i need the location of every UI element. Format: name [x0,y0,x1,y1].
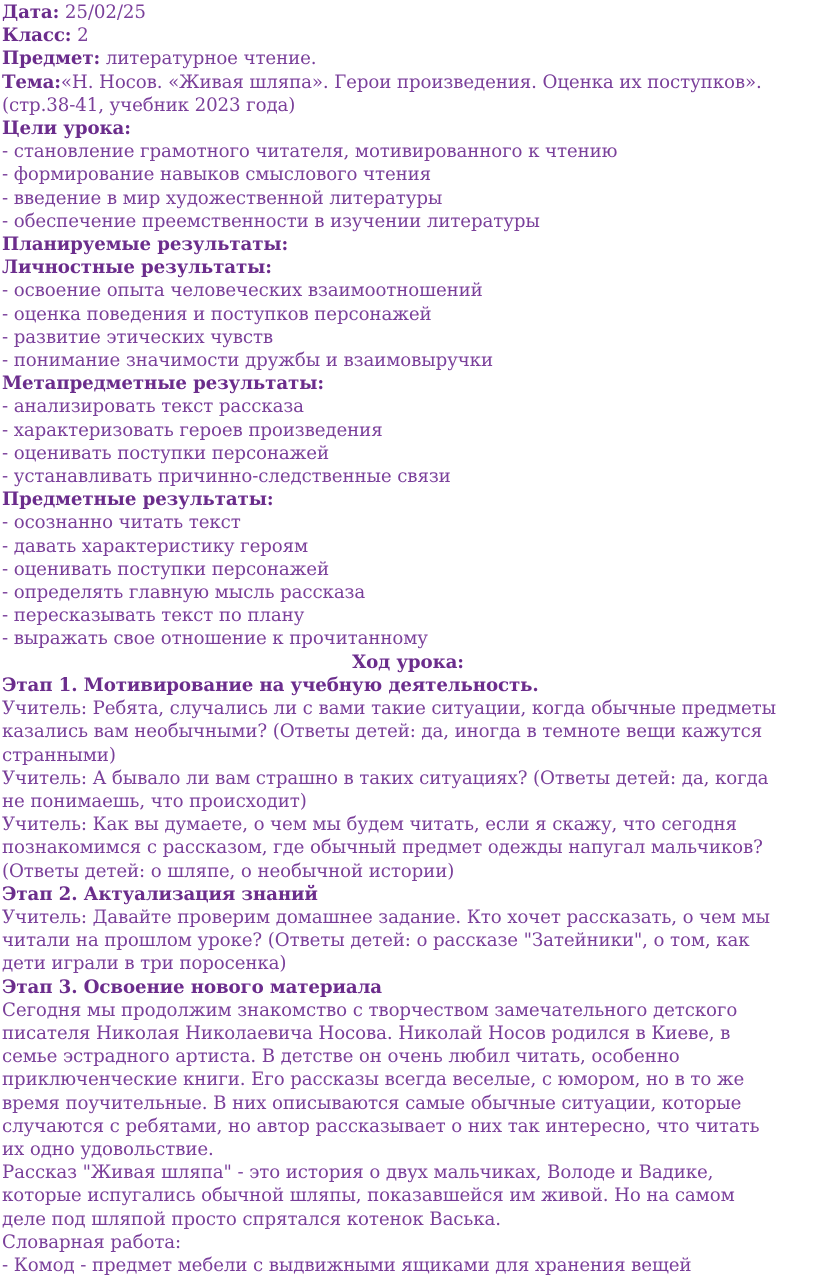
stage1-line: Учитель: Как вы думаете, о чем мы будем читать, если я скажу, что сегодня [2,814,737,836]
goal-item: - формирование навыков смыслового чтения [2,164,432,186]
vocabulary-item: - Комод - предмет мебели с выдвижными ящиками для хранения вещей [2,1254,692,1276]
stage1-line: не понимаешь, что происходит) [2,790,307,812]
lesson-plan-document [2,1,814,1277]
stage3-line: время поучительные. В них описываются самые обычные ситуации, которые [2,1092,742,1114]
stage3-line: семье эстрадного артиста. В детстве он очень любил читать, особенно [2,1046,680,1068]
personal-result-item: - понимание значимости дружбы и взаимовыручки [2,350,493,372]
vocabulary-heading: Словарная работа: [2,1231,182,1253]
subject-result-item: - давать характеристику героям [2,535,309,557]
date-value: 25/02/25 [59,2,146,23]
subject-line [2,47,814,70]
stage3-line: Сегодня мы продолжим знакомство с творчеством замечательного детского [2,999,738,1021]
personal-result-item: - освоение опыта человеческих взаимоотношений [2,280,483,302]
stage1-heading: Этап 1. Мотивирование на учебную деятельность. [2,674,539,696]
stage1-line: казались вам необычными? (Ответы детей: да, иногда в темноте вещи кажутся [2,721,763,743]
stage3-line: писателя Николая Николаевича Носова. Николай Носов родился в Киеве, в [2,1022,731,1044]
topic-value: «Н. Носов. «Живая шляпа». Герои произведения. Оценка их поступков». [60,71,762,93]
personal-results-heading: Личностные результаты: [2,257,272,279]
meta-results-heading: Метапредметные результаты: [2,373,324,395]
stage3-line: их одно удовольствие. [2,1138,214,1160]
goal-item: - обеспечение преемственности в изучении литературы [2,210,540,232]
date-label: Дата: [2,2,60,23]
subject-result-item: - пересказывать текст по плану [2,605,305,627]
meta-result-item: - устанавливать причинно-следственные связи [2,466,451,488]
stage2-heading: Этап 2. Актуализация знаний [2,883,318,905]
goal-item: - введение в мир художественной литературы [2,187,443,209]
stage1-line: Учитель: А бывало ли вам страшно в таких ситуациях? (Ответы детей: да, когда [2,767,769,789]
stage1-line: познакомимся с рассказом, где обычный предмет одежды напугал мальчиков? [2,837,763,859]
stage3-line: случаются с ребятами, но автор рассказывает о них так интересно, что читать [2,1115,760,1137]
stage1-line: Учитель: Ребята, случались ли с вами такие ситуации, когда обычные предметы [2,698,777,720]
subject-result-item: - оценивать поступки персонажей [2,558,329,580]
topic-label: Тема: [2,71,61,93]
stage3-line: Рассказ "Живая шляпа" - это история о двух мальчиках, Володе и Вадике, [2,1162,714,1184]
stage3-heading: Этап 3. Освоение нового материала [2,976,382,998]
topic-line [2,71,814,94]
stage2-line: дети играли в три поросенка) [2,953,287,975]
stage1-line: (Ответы детей: о шляпе, о необычной истории) [2,860,455,882]
lesson-progress-heading: Ход урока: [352,651,464,673]
stage2-line: Учитель: Давайте проверим домашнее задание. Кто хочет рассказать, о чем мы [2,906,770,928]
class-label: Класс: [2,25,72,47]
results-heading: Планируемые результаты: [2,234,289,256]
subject-result-item: - выражать свое отношение к прочитанному [2,628,428,650]
date-line [2,1,814,24]
meta-result-item: - оценивать поступки персонажей [2,442,329,464]
meta-result-item: - анализировать текст рассказа [2,396,304,418]
stage3-line: приключенческие книги. Его рассказы всегда веселые, с юмором, но в то же [2,1069,745,1091]
stage2-line: читали на прошлом уроке? (Ответы детей: о рассказе "Затейники", о том, как [2,930,750,952]
class-line [2,24,814,47]
stage3-line: деле под шляпой просто спрятался котенок Васька. [2,1208,501,1230]
goals-heading: Цели урока: [2,118,131,140]
meta-result-item: - характеризовать героев произведения [2,419,383,441]
class-value: 2 [71,25,89,47]
personal-result-item: - оценка поведения и поступков персонажей [2,303,432,325]
personal-result-item: - развитие этических чувств [2,326,274,348]
topic-source: (стр.38-41, учебник 2023 года) [2,94,296,116]
subject-result-item: - осознанно читать текст [2,512,241,534]
subject-results-heading: Предметные результаты: [2,489,274,511]
stage1-line: странными) [2,744,116,766]
subject-result-item: - определять главную мысль рассказа [2,582,366,604]
goal-item: - становление грамотного читателя, мотивированного к чтению [2,141,618,163]
subject-label: Предмет: [2,48,101,70]
stage3-line: которые испугались обычной шляпы, показавшейся им живой. Но на самом [2,1185,735,1207]
subject-value: литературное чтение. [100,48,317,70]
